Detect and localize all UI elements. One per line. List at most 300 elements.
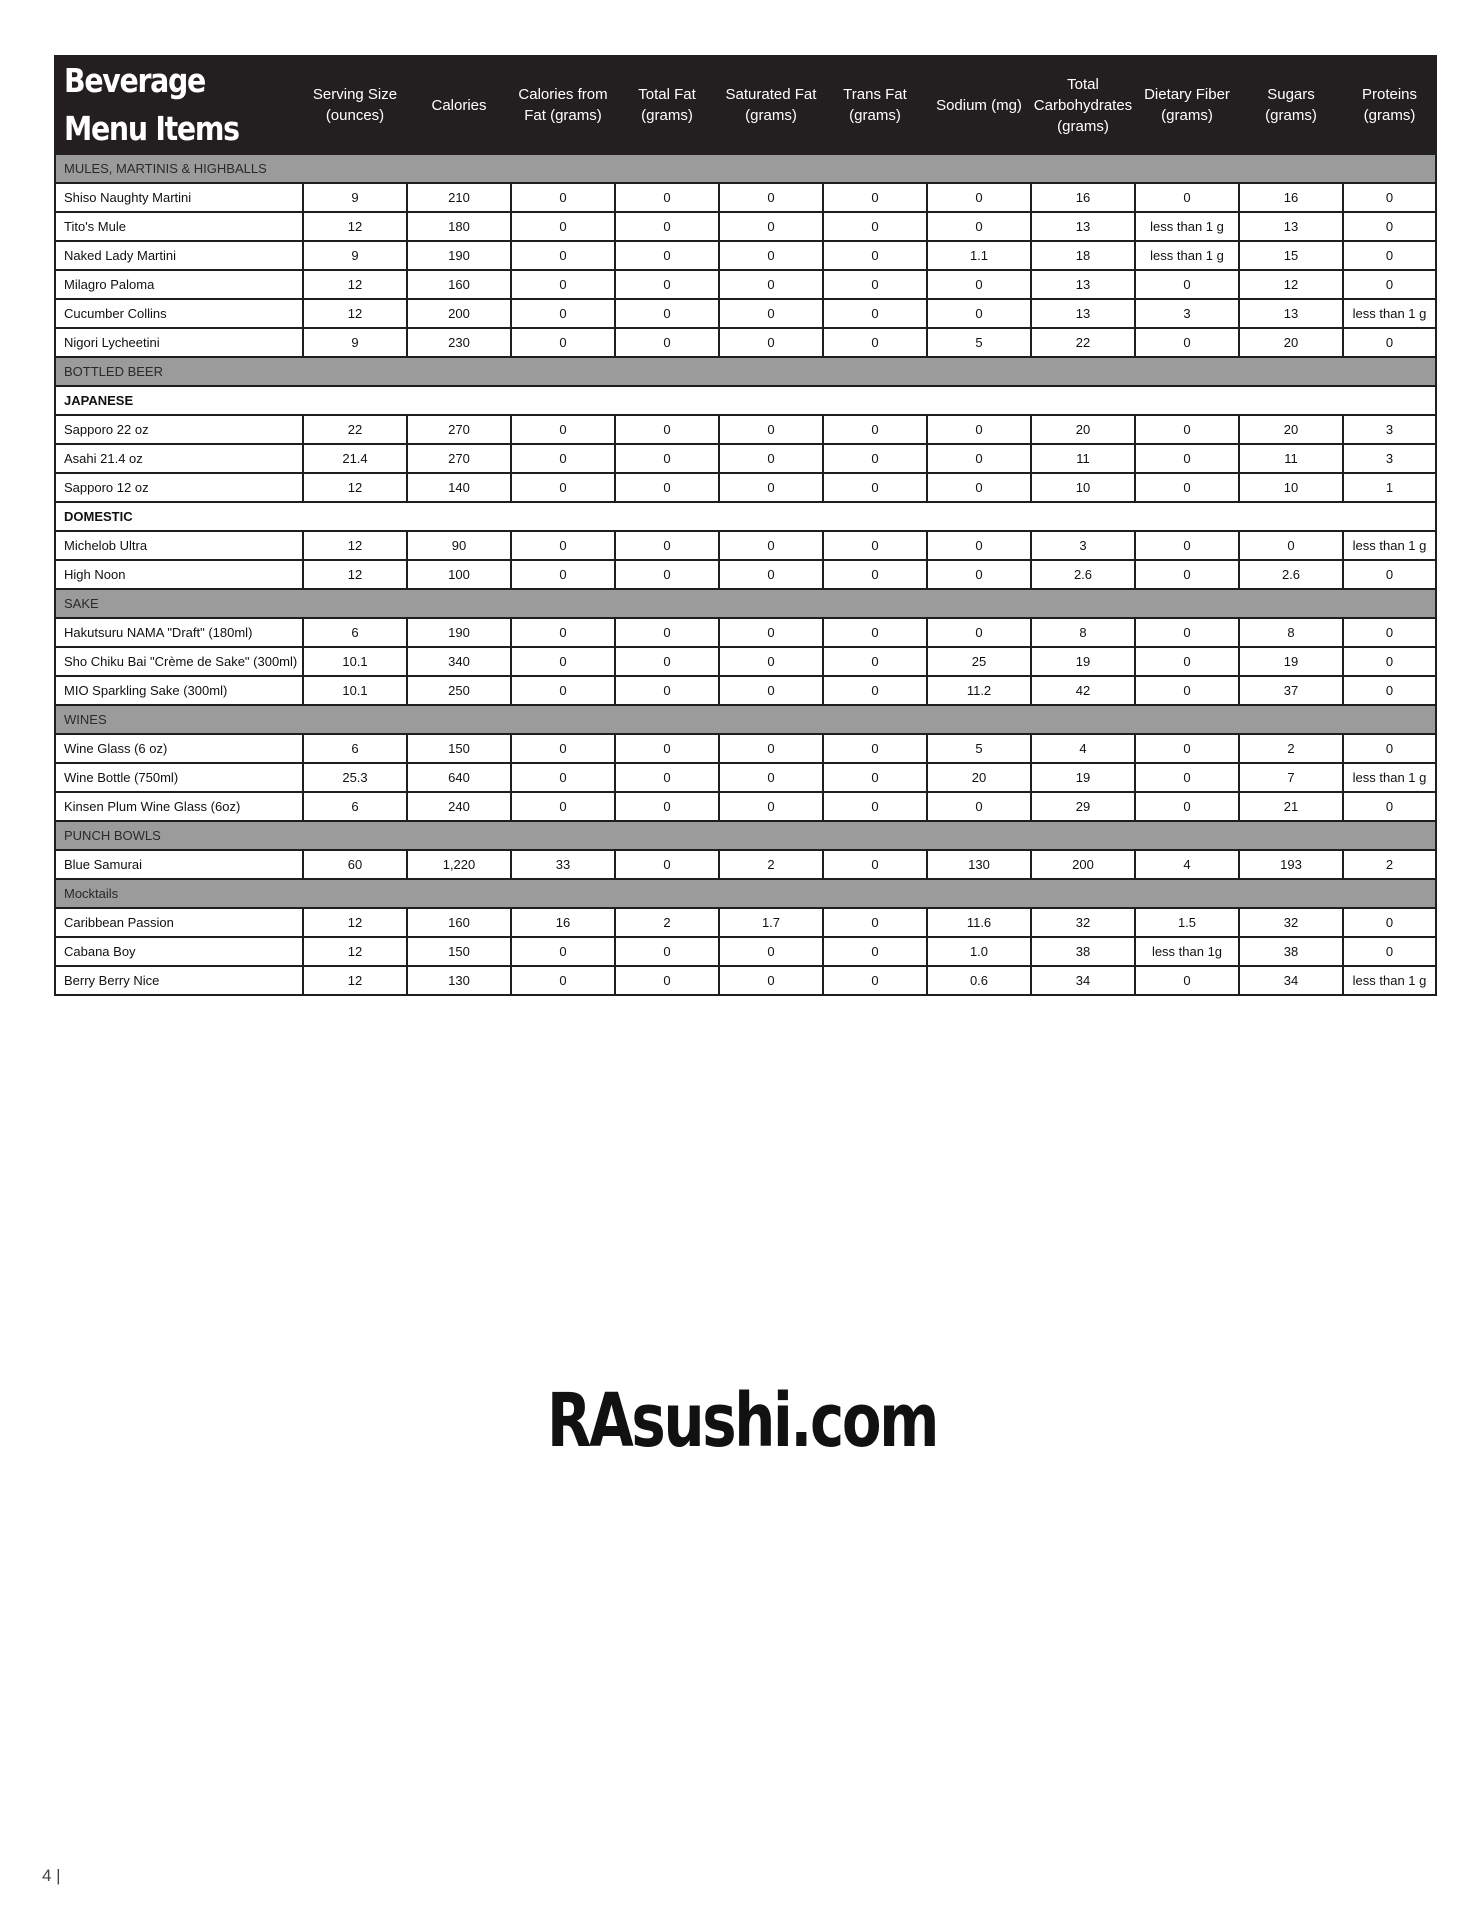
value-cell: 0	[927, 212, 1031, 241]
value-cell: 11	[1031, 444, 1135, 473]
value-cell: 1	[1343, 473, 1436, 502]
value-cell: 640	[407, 763, 511, 792]
value-cell: 0	[719, 241, 823, 270]
value-cell: 0	[823, 792, 927, 821]
value-cell: 12	[303, 212, 407, 241]
value-cell: 0	[511, 647, 615, 676]
value-cell: 0	[823, 966, 927, 995]
column-header-line: Proteins	[1361, 86, 1418, 103]
column-header	[407, 56, 511, 154]
value-cell: 2	[719, 850, 823, 879]
section-header-row	[55, 589, 1436, 618]
value-cell: 0	[511, 618, 615, 647]
item-name-cell: Milagro Paloma	[55, 270, 303, 299]
value-cell: 20	[1239, 328, 1343, 357]
value-cell: 0	[511, 212, 615, 241]
section-label: WINES	[55, 705, 1436, 734]
value-cell: 0	[511, 560, 615, 589]
value-cell: 193	[1239, 850, 1343, 879]
value-cell: 0	[823, 647, 927, 676]
value-cell: 0	[823, 241, 927, 270]
item-name-cell: Asahi 21.4 oz	[55, 444, 303, 473]
item-name-cell: Hakutsuru NAMA "Draft" (180ml)	[55, 618, 303, 647]
item-name-cell: Tito's Mule	[55, 212, 303, 241]
value-cell: 0	[615, 676, 719, 705]
value-cell: 190	[407, 618, 511, 647]
column-header	[511, 56, 615, 154]
subsection-header-row	[55, 502, 1436, 531]
value-cell: less than 1g	[1135, 937, 1239, 966]
value-cell: 0.6	[927, 966, 1031, 995]
column-header	[1239, 56, 1343, 154]
item-name-cell: Shiso Naughty Martini	[55, 183, 303, 212]
value-cell: 0	[823, 444, 927, 473]
subsection-header-row	[55, 386, 1436, 415]
value-cell: 13	[1031, 299, 1135, 328]
value-cell: 0	[719, 618, 823, 647]
value-cell: 100	[407, 560, 511, 589]
item-name-cell: Berry Berry Nice	[55, 966, 303, 995]
section-label: MULES, MARTINIS & HIGHBALLS	[55, 154, 1436, 183]
table-body	[55, 154, 1436, 995]
value-cell: 0	[927, 531, 1031, 560]
value-cell: 2	[1239, 734, 1343, 763]
value-cell: 10.1	[303, 676, 407, 705]
value-cell: 6	[303, 734, 407, 763]
value-cell: 0	[1135, 763, 1239, 792]
section-label: Mocktails	[55, 879, 1436, 908]
value-cell: less than 1 g	[1343, 299, 1436, 328]
value-cell: 19	[1031, 647, 1135, 676]
value-cell: 0	[1343, 618, 1436, 647]
value-cell: 0	[823, 850, 927, 879]
value-cell: 38	[1031, 937, 1135, 966]
item-name-cell: Wine Bottle (750ml)	[55, 763, 303, 792]
value-cell: 0	[511, 299, 615, 328]
value-cell: 0	[511, 415, 615, 444]
value-cell: 0	[927, 415, 1031, 444]
value-cell: 2	[1343, 850, 1436, 879]
value-cell: 13	[1031, 212, 1135, 241]
value-cell: 13	[1239, 212, 1343, 241]
value-cell: 1.5	[1135, 908, 1239, 937]
table-row	[55, 212, 1436, 241]
table-row	[55, 299, 1436, 328]
value-cell: 0	[615, 444, 719, 473]
value-cell: 0	[1343, 328, 1436, 357]
value-cell: 0	[719, 270, 823, 299]
section-label: SAKE	[55, 589, 1436, 618]
value-cell: 0	[1343, 676, 1436, 705]
value-cell: 0	[615, 734, 719, 763]
value-cell: 0	[719, 792, 823, 821]
value-cell: 0	[1343, 647, 1436, 676]
website-footer	[0, 1378, 1484, 1464]
value-cell: 0	[719, 937, 823, 966]
table-row	[55, 676, 1436, 705]
value-cell: 21.4	[303, 444, 407, 473]
column-header	[1031, 56, 1135, 154]
column-header-line: Saturated Fat	[725, 86, 817, 103]
value-cell: 160	[407, 908, 511, 937]
value-cell: 0	[719, 560, 823, 589]
value-cell: 0	[1135, 560, 1239, 589]
item-name-cell: Nigori Lycheetini	[55, 328, 303, 357]
value-cell: 12	[303, 937, 407, 966]
value-cell: 0	[719, 299, 823, 328]
table-row	[55, 966, 1436, 995]
value-cell: 0	[1135, 792, 1239, 821]
value-cell: 180	[407, 212, 511, 241]
value-cell: 12	[303, 270, 407, 299]
table-title-line-1: Beverage	[64, 61, 206, 100]
value-cell: 0	[1135, 473, 1239, 502]
section-header-row	[55, 821, 1436, 850]
value-cell: 140	[407, 473, 511, 502]
value-cell: 9	[303, 183, 407, 212]
table-row	[55, 763, 1436, 792]
value-cell: 0	[615, 966, 719, 995]
item-name-cell: Sho Chiku Bai "Crème de Sake" (300ml)	[55, 647, 303, 676]
value-cell: 2	[615, 908, 719, 937]
column-header-line: Sodium (mg)	[936, 96, 1022, 114]
value-cell: 0	[615, 763, 719, 792]
value-cell: 9	[303, 241, 407, 270]
value-cell: 0	[823, 299, 927, 328]
value-cell: 2.6	[1239, 560, 1343, 589]
value-cell: 0	[615, 212, 719, 241]
value-cell: 25	[927, 647, 1031, 676]
value-cell: 13	[1031, 270, 1135, 299]
value-cell: 0	[511, 328, 615, 357]
value-cell: 7	[1239, 763, 1343, 792]
column-header	[615, 56, 719, 154]
value-cell: 0	[1343, 792, 1436, 821]
item-name-cell: Michelob Ultra	[55, 531, 303, 560]
value-cell: 19	[1031, 763, 1135, 792]
value-cell: 0	[1343, 734, 1436, 763]
value-cell: 0	[615, 792, 719, 821]
column-header-line: (grams)	[1363, 107, 1416, 124]
column-header-line: (grams)	[745, 107, 797, 124]
value-cell: 12	[303, 560, 407, 589]
item-name-cell: Caribbean Passion	[55, 908, 303, 937]
value-cell: 16	[511, 908, 615, 937]
value-cell: 0	[823, 937, 927, 966]
value-cell: 0	[719, 647, 823, 676]
value-cell: 11	[1239, 444, 1343, 473]
value-cell: 270	[407, 415, 511, 444]
column-header-line: (grams)	[1057, 117, 1109, 135]
table-row	[55, 183, 1436, 212]
value-cell: 12	[303, 299, 407, 328]
value-cell: 12	[303, 908, 407, 937]
table-row	[55, 647, 1436, 676]
value-cell: 21	[1239, 792, 1343, 821]
column-header	[1343, 56, 1436, 154]
value-cell: 25.3	[303, 763, 407, 792]
column-header-line: Dietary Fiber	[1144, 86, 1230, 103]
item-name-cell: Kinsen Plum Wine Glass (6oz)	[55, 792, 303, 821]
value-cell: 9	[303, 328, 407, 357]
value-cell: 3	[1343, 415, 1436, 444]
value-cell: 0	[719, 415, 823, 444]
value-cell: 0	[823, 415, 927, 444]
value-cell: 0	[927, 270, 1031, 299]
value-cell: 0	[823, 560, 927, 589]
item-name-cell: Naked Lady Martini	[55, 241, 303, 270]
value-cell: 15	[1239, 241, 1343, 270]
table-header-row	[55, 56, 1436, 154]
value-cell: 18	[1031, 241, 1135, 270]
value-cell: 10	[1031, 473, 1135, 502]
value-cell: 8	[1031, 618, 1135, 647]
value-cell: 0	[927, 183, 1031, 212]
value-cell: 0	[823, 212, 927, 241]
value-cell: 240	[407, 792, 511, 821]
column-header-line: (grams)	[1161, 107, 1213, 124]
value-cell: 0	[823, 734, 927, 763]
value-cell: 1.0	[927, 937, 1031, 966]
value-cell: 0	[1343, 183, 1436, 212]
value-cell: 130	[407, 966, 511, 995]
column-header-line: (grams)	[1265, 107, 1317, 124]
column-header-line: (grams)	[641, 107, 693, 124]
item-name-cell: High Noon	[55, 560, 303, 589]
value-cell: 22	[1031, 328, 1135, 357]
value-cell: 270	[407, 444, 511, 473]
value-cell: 29	[1031, 792, 1135, 821]
table-row	[55, 908, 1436, 937]
item-name-cell: Sapporo 12 oz	[55, 473, 303, 502]
value-cell: 12	[303, 473, 407, 502]
value-cell: 150	[407, 937, 511, 966]
column-header	[303, 56, 407, 154]
value-cell: 0	[1135, 183, 1239, 212]
value-cell: 0	[1135, 618, 1239, 647]
value-cell: 0	[719, 676, 823, 705]
table-row	[55, 270, 1436, 299]
value-cell: 3	[1135, 299, 1239, 328]
value-cell: 0	[719, 734, 823, 763]
value-cell: 0	[719, 444, 823, 473]
value-cell: 0	[615, 299, 719, 328]
table-row	[55, 734, 1436, 763]
value-cell: 0	[615, 618, 719, 647]
column-header-line: Calories	[431, 96, 487, 114]
value-cell: 1,220	[407, 850, 511, 879]
value-cell: 0	[1135, 647, 1239, 676]
value-cell: 4	[1031, 734, 1135, 763]
value-cell: 0	[1135, 734, 1239, 763]
value-cell: 130	[927, 850, 1031, 879]
value-cell: 33	[511, 850, 615, 879]
column-header-line: (grams)	[849, 107, 901, 124]
table-row	[55, 937, 1436, 966]
value-cell: 20	[1239, 415, 1343, 444]
value-cell: 11.2	[927, 676, 1031, 705]
value-cell: 0	[823, 676, 927, 705]
item-name-cell: Blue Samurai	[55, 850, 303, 879]
table-row	[55, 328, 1436, 357]
value-cell: 6	[303, 792, 407, 821]
section-header-row	[55, 154, 1436, 183]
value-cell: 0	[1343, 937, 1436, 966]
value-cell: 32	[1239, 908, 1343, 937]
value-cell: 190	[407, 241, 511, 270]
value-cell: 0	[719, 966, 823, 995]
value-cell: 0	[927, 792, 1031, 821]
section-label: BOTTLED BEER	[55, 357, 1436, 386]
table-row	[55, 850, 1436, 879]
value-cell: 0	[615, 328, 719, 357]
column-header-line: (ounces)	[325, 107, 385, 124]
value-cell: 160	[407, 270, 511, 299]
table-row	[55, 473, 1436, 502]
value-cell: 0	[1135, 966, 1239, 995]
value-cell: 200	[1031, 850, 1135, 879]
value-cell: 340	[407, 647, 511, 676]
column-header-line: Total Fat	[638, 86, 696, 103]
value-cell: 0	[823, 908, 927, 937]
value-cell: 1.7	[719, 908, 823, 937]
value-cell: 210	[407, 183, 511, 212]
value-cell: less than 1 g	[1343, 763, 1436, 792]
value-cell: less than 1 g	[1343, 966, 1436, 995]
table-row	[55, 241, 1436, 270]
value-cell: 0	[719, 763, 823, 792]
table-row	[55, 415, 1436, 444]
value-cell: 8	[1239, 618, 1343, 647]
column-header-line: Total	[1067, 75, 1099, 93]
value-cell: 0	[1343, 908, 1436, 937]
value-cell: 90	[407, 531, 511, 560]
value-cell: 0	[1343, 212, 1436, 241]
value-cell: 19	[1239, 647, 1343, 676]
value-cell: 0	[927, 560, 1031, 589]
column-header-line: Trans Fat	[843, 86, 907, 103]
table-row	[55, 444, 1436, 473]
value-cell: 0	[1239, 531, 1343, 560]
value-cell: 0	[719, 531, 823, 560]
value-cell: 0	[1135, 328, 1239, 357]
value-cell: 0	[719, 328, 823, 357]
value-cell: less than 1 g	[1135, 212, 1239, 241]
value-cell: 0	[1135, 444, 1239, 473]
value-cell: 0	[511, 270, 615, 299]
value-cell: 0	[1135, 270, 1239, 299]
value-cell: 200	[407, 299, 511, 328]
column-header-line: Calories from	[518, 86, 608, 103]
value-cell: 12	[303, 966, 407, 995]
table-row	[55, 531, 1436, 560]
value-cell: 0	[927, 473, 1031, 502]
value-cell: 0	[823, 618, 927, 647]
value-cell: 0	[511, 531, 615, 560]
page-number: 4 |	[42, 1866, 61, 1885]
value-cell: 0	[511, 473, 615, 502]
subsection-label: DOMESTIC	[55, 502, 1436, 531]
value-cell: 0	[1135, 531, 1239, 560]
value-cell: 20	[927, 763, 1031, 792]
value-cell: 0	[615, 647, 719, 676]
value-cell: 11.6	[927, 908, 1031, 937]
value-cell: 0	[823, 531, 927, 560]
value-cell: 0	[615, 531, 719, 560]
value-cell: less than 1 g	[1343, 531, 1436, 560]
value-cell: 0	[1135, 676, 1239, 705]
item-name-cell: Cabana Boy	[55, 937, 303, 966]
value-cell: 12	[1239, 270, 1343, 299]
value-cell: 0	[615, 560, 719, 589]
value-cell: 0	[823, 473, 927, 502]
value-cell: 0	[927, 299, 1031, 328]
value-cell: 37	[1239, 676, 1343, 705]
column-header-line: Serving Size	[312, 86, 398, 103]
table-row	[55, 792, 1436, 821]
value-cell: 0	[719, 183, 823, 212]
value-cell: 0	[927, 618, 1031, 647]
value-cell: 0	[511, 241, 615, 270]
value-cell: 0	[511, 183, 615, 212]
item-name-cell: Wine Glass (6 oz)	[55, 734, 303, 763]
value-cell: 16	[1031, 183, 1135, 212]
value-cell: 250	[407, 676, 511, 705]
value-cell: 150	[407, 734, 511, 763]
value-cell: 0	[615, 183, 719, 212]
value-cell: 0	[615, 270, 719, 299]
value-cell: 0	[823, 270, 927, 299]
value-cell: 0	[615, 415, 719, 444]
value-cell: 10	[1239, 473, 1343, 502]
value-cell: 0	[511, 792, 615, 821]
value-cell: 0	[511, 763, 615, 792]
value-cell: 10.1	[303, 647, 407, 676]
value-cell: 0	[511, 676, 615, 705]
beverage-nutrition-table	[54, 55, 1437, 996]
item-name-cell: Cucumber Collins	[55, 299, 303, 328]
website-text: RAsushi.com	[547, 1378, 937, 1464]
section-header-row	[55, 879, 1436, 908]
table-row	[55, 560, 1436, 589]
value-cell: 0	[1343, 560, 1436, 589]
column-header-line: Carbohydrates	[1033, 96, 1133, 114]
value-cell: 0	[511, 937, 615, 966]
value-cell: 42	[1031, 676, 1135, 705]
value-cell: 0	[615, 473, 719, 502]
value-cell: 3	[1031, 531, 1135, 560]
column-header-line: Fat (grams)	[524, 107, 602, 124]
value-cell: 34	[1239, 966, 1343, 995]
value-cell: 0	[1135, 415, 1239, 444]
value-cell: 13	[1239, 299, 1343, 328]
subsection-label: JAPANESE	[55, 386, 1436, 415]
value-cell: 230	[407, 328, 511, 357]
column-header	[719, 56, 823, 154]
value-cell: 32	[1031, 908, 1135, 937]
value-cell: 0	[615, 937, 719, 966]
value-cell: 3	[1343, 444, 1436, 473]
value-cell: less than 1 g	[1135, 241, 1239, 270]
value-cell: 0	[823, 328, 927, 357]
column-header	[1135, 56, 1239, 154]
value-cell: 0	[615, 241, 719, 270]
item-name-cell: Sapporo 22 oz	[55, 415, 303, 444]
value-cell: 0	[719, 212, 823, 241]
value-cell: 0	[615, 850, 719, 879]
value-cell: 38	[1239, 937, 1343, 966]
column-header	[927, 56, 1031, 154]
